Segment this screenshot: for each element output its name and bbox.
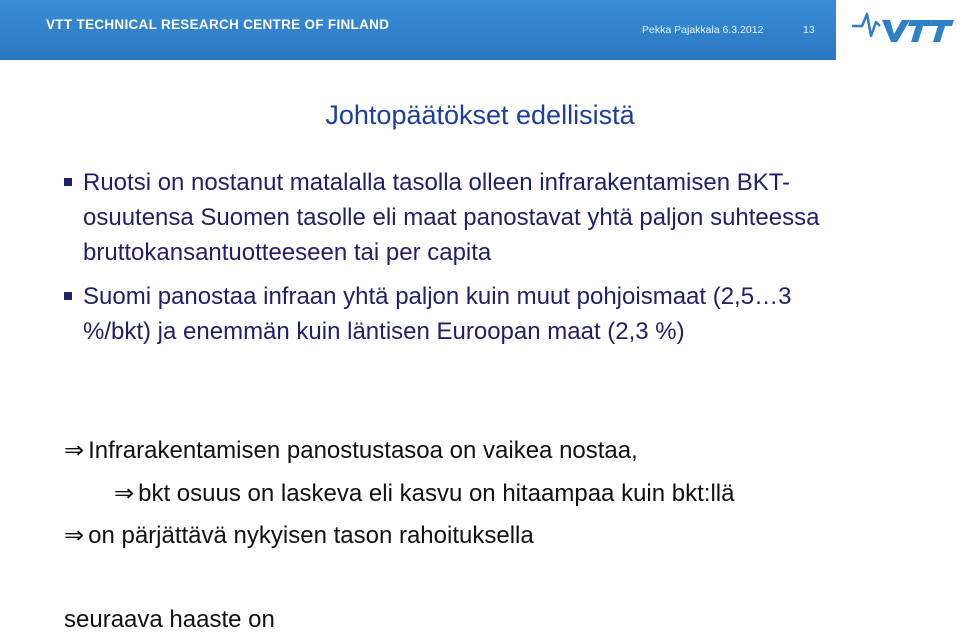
header-bar — [0, 0, 960, 60]
footer-text: seuraava haaste on — [64, 606, 275, 633]
vtt-logo-icon — [836, 0, 960, 60]
double-arrow-icon: ⇒ — [64, 437, 85, 464]
conclusion-1 — [64, 436, 638, 465]
slide-title: Johtopäätökset edellisistä — [325, 100, 635, 130]
conclusion-3 — [64, 521, 534, 550]
author-date: Pekka Pajakkala 6.3.2012 — [642, 24, 764, 36]
conclusion-2 — [114, 479, 734, 508]
bullet-item-1 — [64, 165, 844, 270]
conclusion-text-1: Infrarakentamisen panostustasoa on vaikea nostaa, — [88, 437, 638, 464]
bullet-text-1: Ruotsi on nostanut matalalla tasolla olleen infrarakentamisen BKT-osuutensa Suomen tasolle eli maat panostavat yhtä paljon suhteessa bruttokansantuotteeseen tai per capita — [83, 169, 820, 266]
vtt-logo — [836, 0, 960, 60]
bullet-item-2 — [64, 279, 864, 349]
organization-name: VTT TECHNICAL RESEARCH CENTRE OF FINLAND — [46, 17, 390, 32]
double-arrow-icon: ⇒ — [114, 480, 135, 507]
double-arrow-icon: ⇒ — [64, 522, 85, 549]
conclusion-text-3: on pärjättävä nykyisen tason rahoituksella — [88, 522, 534, 549]
square-bullet-icon — [64, 178, 72, 186]
square-bullet-icon — [64, 292, 72, 300]
bullet-text-2: Suomi panostaa infraan yhtä paljon kuin muut pohjoismaat (2,5…3 %/bkt) ja enemmän kuin läntisen Euroopan maat (2,3 %) — [83, 283, 792, 345]
conclusion-text-2: bkt osuus on laskeva eli kasvu on hitaampaa kuin bkt:llä — [138, 480, 735, 507]
logo-text: VTT — [836, 0, 838, 1]
page-number: 13 — [803, 24, 815, 36]
